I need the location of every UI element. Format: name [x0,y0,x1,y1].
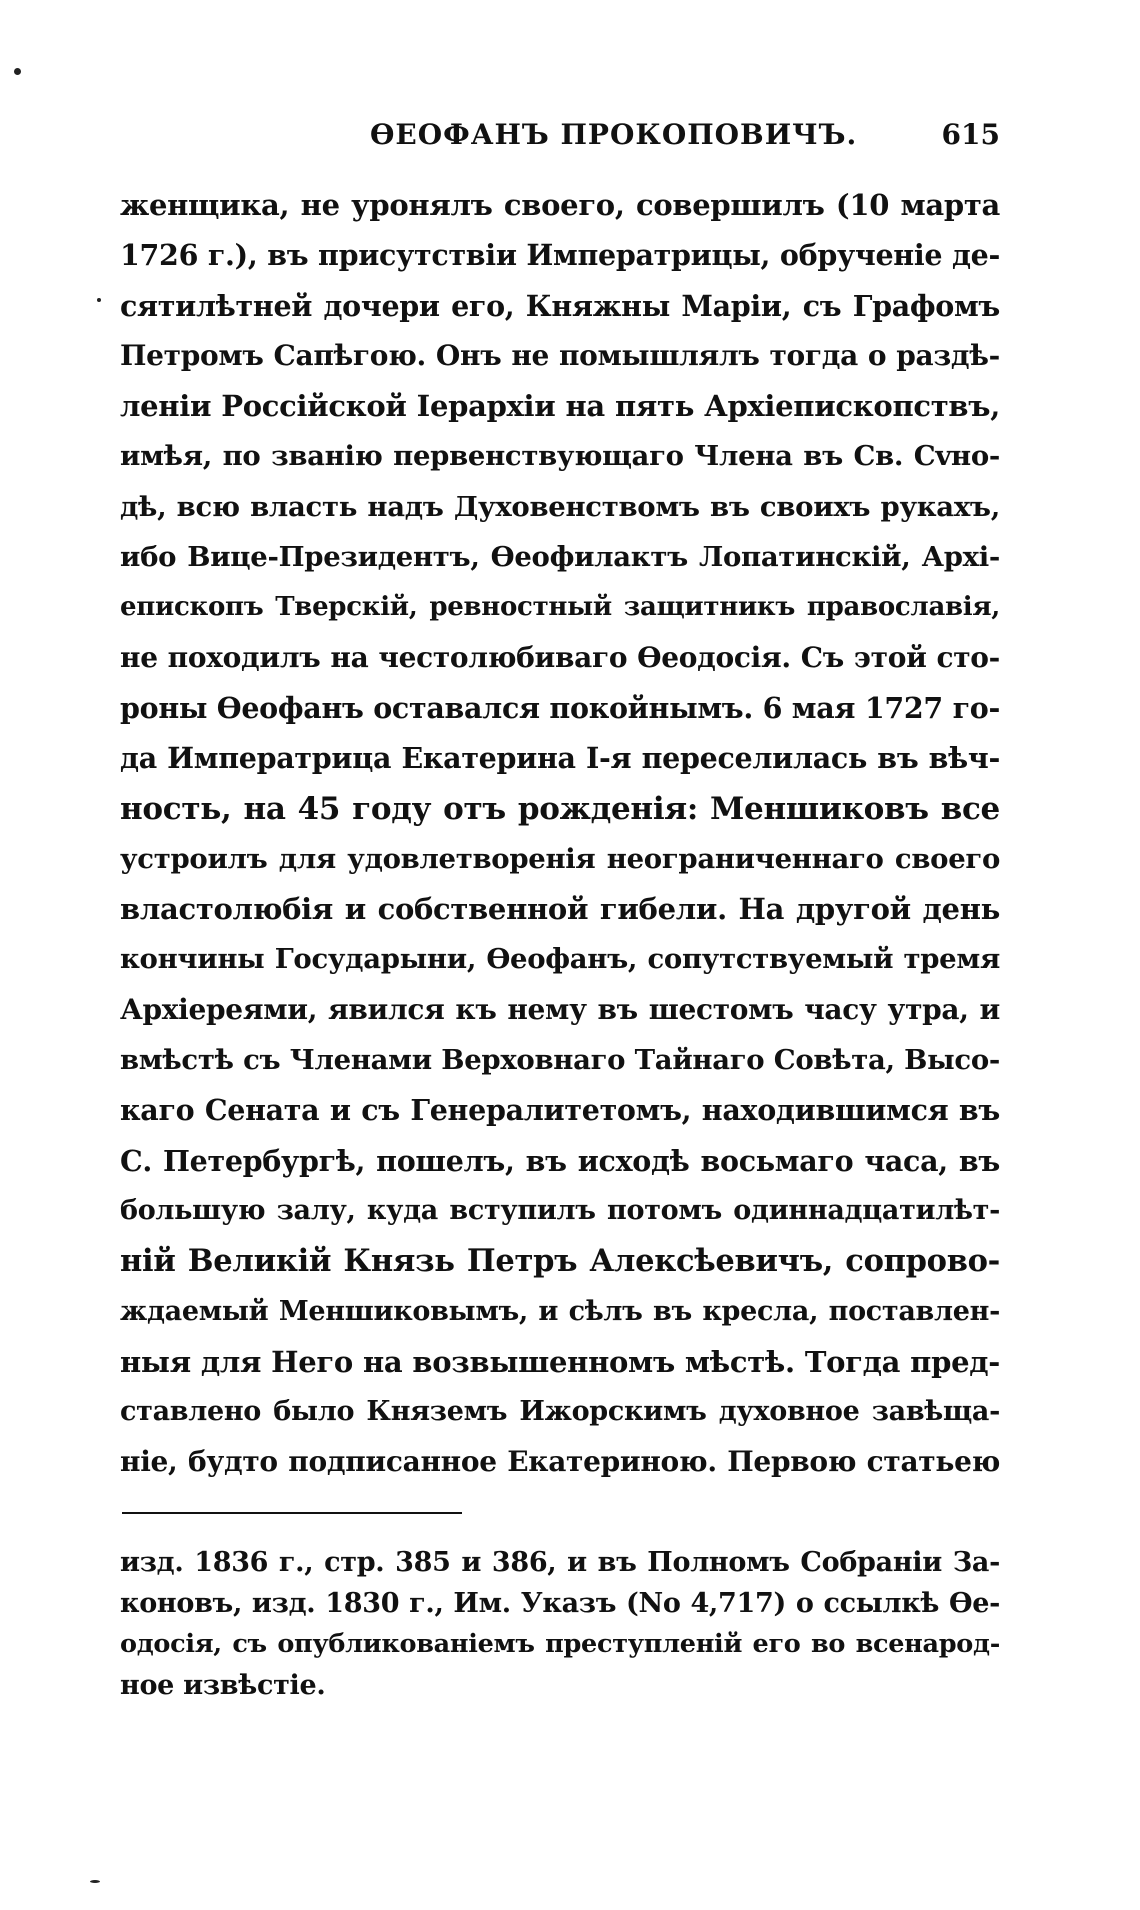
ink-speck [14,68,21,75]
text-line: большую залу, куда вступилъ потомъ одиннадцатилѣт- [120,1194,1000,1226]
text-line: 1726 г.), въ присутствіи Императрицы, обрученіе де- [120,238,1000,273]
footnote-line: ное извѣстіе. [120,1670,326,1701]
text-line: ждаемый Меншиковымъ, и сѣлъ въ кресла, поставлен- [120,1295,1000,1327]
text-line: каго Сената и съ Генералитетомъ, находившимся въ [120,1093,1000,1128]
ink-speck [90,1880,100,1883]
text-line: не походилъ на честолюбиваго Ѳеодосія. Съ этой сто- [120,640,1000,674]
footnote-line: изд. 1836 г., стр. 385 и 386, и въ Полномъ Собраніи За- [120,1547,1000,1578]
running-title: ѲЕОФАНЪ ПРОКОПОВИЧЪ. [370,118,858,151]
running-header [120,118,1000,158]
text-line: вмѣстѣ съ Членами Верховнаго Тайнаго Совѣта, Высо- [120,1044,1000,1077]
text-line: властолюбія и собственной гибели. На другой день [120,892,1000,927]
page-number: 615 [941,118,1000,151]
text-line: да Императрица Екатерина I-я переселилась въ вѣч- [120,741,1000,776]
text-line: леніи Россійской Іерархіи на пять Архіепископствъ, [120,389,1000,424]
text-line: ность, на 45 году отъ рожденія: Меншиковъ все [120,790,1000,827]
text-line: сятилѣтней дочери его, Княжны Маріи, съ Графомъ [120,288,1000,323]
text-line: кончины Государыни, Ѳеофанъ, сопутствуемый тремя [120,943,1000,976]
footnote [120,1542,1000,1706]
text-line: ныя для Него на возвышенномъ мѣстѣ. Тогда пред- [120,1344,1000,1379]
text-line: ній Великій Князь Петръ Алексѣевичъ, сопрово- [120,1243,1000,1280]
footnote-line: коновъ, изд. 1830 г., Им. Указъ (No 4,717) о ссылкѣ Ѳе- [120,1588,1000,1619]
text-line: ставлено было Княземъ Ижорскимъ духовное завѣща- [120,1396,1000,1428]
footnote-divider [122,1512,462,1514]
ink-speck [97,298,101,302]
text-line: ніе, будто подписанное Екатериною. Первою статьею [120,1445,1000,1479]
text-line: Петромъ Сапѣгою. Онъ не помышлялъ тогда о раздѣ- [120,338,1000,372]
text-line: имѣя, по званію первенствующаго Члена въ Св. Сvно- [120,440,1000,473]
text-line: роны Ѳеофанъ оставался покойнымъ. 6 мая 1727 го- [120,690,1000,725]
footnote-line: одосія, съ опубликованіемъ преступленій его во всенарод- [120,1629,1000,1659]
main-text [120,180,1000,1488]
text-line: дѣ, всю власть надъ Духовенствомъ въ своихъ рукахъ, [120,490,1000,523]
text-line: женщика, не уронялъ своего, совершилъ (10 марта [120,188,1000,222]
text-line: Архіереями, явился къ нему въ шестомъ часу утра, и [120,992,1000,1026]
text-line: ибо Вице-Президентъ, Ѳеофилактъ Лопатинскій, Архі- [120,541,1000,574]
text-line: устроилъ для удовлетворенія неограниченнаго своего [120,842,1000,875]
text-line: епископъ Тверскій, ревностный защитникъ православія, [120,592,1000,623]
text-line: С. Петербургѣ, пошелъ, въ исходѣ восьмаго часа, въ [120,1143,1000,1178]
